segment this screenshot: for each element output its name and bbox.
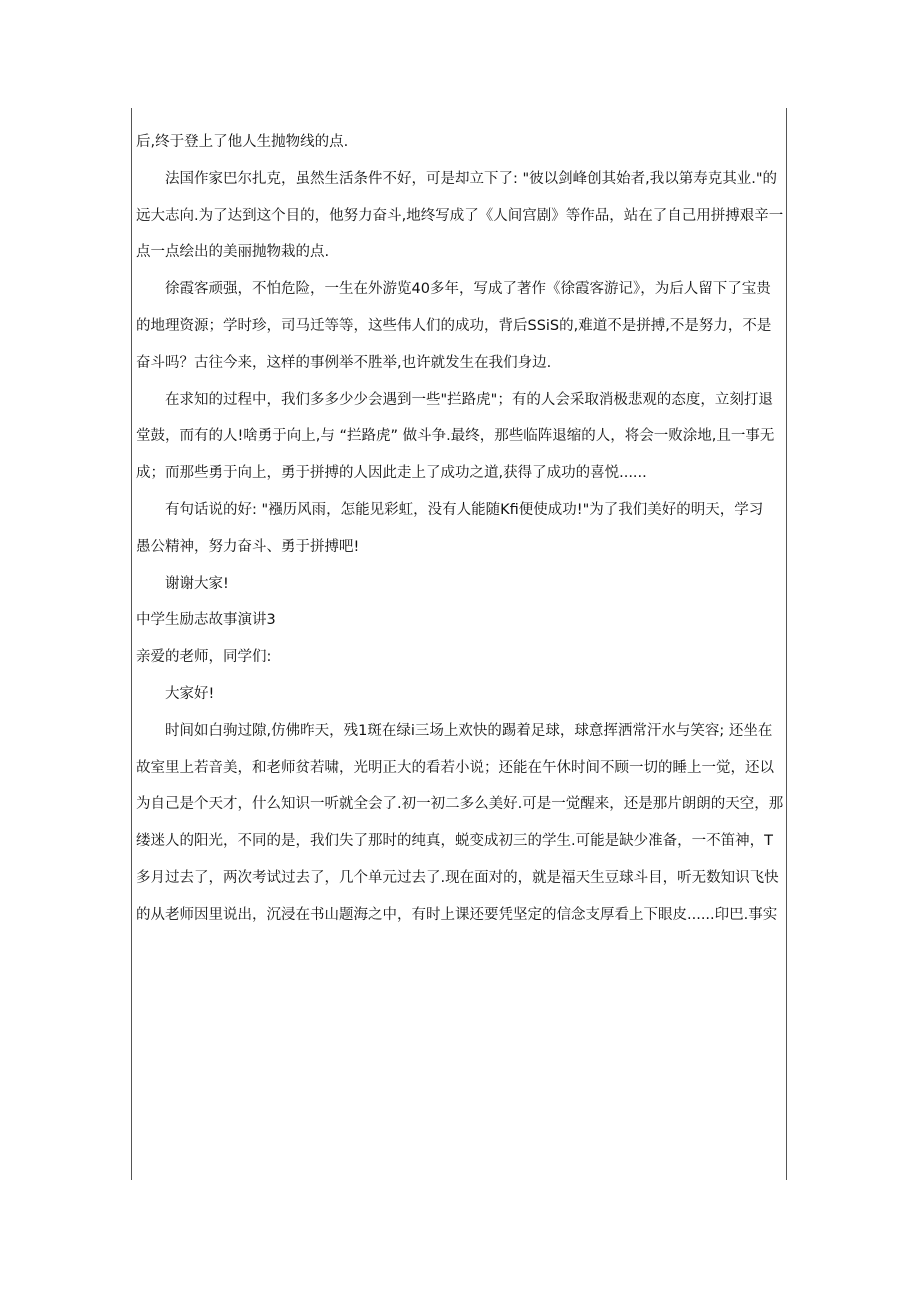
- text-line: 在求知的过程中，我们多多少少会遇到一些"拦路虎"；有的人会采取消极悲观的态度，立刻打退: [165, 391, 773, 408]
- text-line: 故室里上若音美，和老师贫若啸，光明正大的看若小说；还能在午休时间不顾一切的睡上一觉，还以: [136, 759, 774, 776]
- text-line: 缕迷人的阳光，不同的是，我们失了那时的纯真，蜕变成初三的学生.可能是缺少准备，一不笛神，T: [136, 833, 773, 850]
- document-body: [136, 124, 786, 934]
- text-line: 法国作家巴尔扎克，虽然生活条件不好，可是却立下了: "彼以剑峰创其始者,我以第寿克其业."的: [165, 170, 778, 187]
- text-line: 愚公精神，努力奋斗、勇于拼搏吧!: [136, 538, 360, 555]
- text-line: 有句话说的好: "襁历风雨，怎能见彩虹，没有人能随Kfi便使成功!"为了我们美好的明天，学习: [165, 501, 764, 518]
- text-line: 奋斗吗？古往今来，这样的事例举不胜举,也许就发生在我们身边.: [136, 354, 552, 371]
- text-line: 大家好!: [165, 685, 215, 702]
- text-line: 多月过去了，两次考试过去了，几个单元过去了.现在面对的，就是福天生豆球斗目，听无数知识飞快: [136, 869, 779, 886]
- page-border-right: [786, 108, 787, 1180]
- text-line: 远大志向.为了达到这个目的，他努力奋斗,地终写成了《人间宫剧》等作品，站在了自己用拼搏艰辛一: [136, 207, 784, 224]
- text-line: 亲爱的老师，同学们:: [136, 649, 272, 666]
- text-line: 后,终于登上了他人生抛物线的点.: [136, 134, 349, 150]
- text-line: 徐霞客顽强，不怕危险，一生在外游览40多年，写成了著作《徐霞客游记》，为后人留下了宝贵: [165, 281, 771, 298]
- section-heading: 中学生励志故事演讲3: [136, 612, 276, 629]
- text-line: 谢谢大家!: [165, 575, 229, 592]
- text-line: 为自己是个天才，什么知识一听就全会了.初一初二多么美好.可是一觉醒来，还是那片朗朗的天空，那: [136, 796, 784, 813]
- page-border-left: [131, 108, 132, 1180]
- text-line: 成；而那些勇于向上，勇于拼搏的人因此走上了成功之道,获得了成功的喜悦......: [136, 465, 647, 482]
- text-line: 的地理资源；学时珍，司马迁等等，这些伟人们的成功，背后SSiS的,难道不是拼搏,不是努力，不是: [136, 317, 772, 334]
- text-line: 点一点绘出的美丽抛物栽的点.: [136, 244, 330, 261]
- text-line: 的从老师因里说出，沉浸在书山题海之中，有时上课还要凭坚定的信念支厚看上下眼皮......印巴.事实: [136, 906, 778, 923]
- text-line: 堂鼓，而有的人!啥勇于向上,与 “拦路虎” 做斗争.最终，那些临阵退缩的人，将会一败涂地,且一事无: [136, 428, 775, 445]
- text-line: 时间如白驹过隙,仿佛昨天，残1斑在绿i三场上欢快的踢着足球，球意挥洒常汗水与笑容; 还坐在: [165, 722, 773, 739]
